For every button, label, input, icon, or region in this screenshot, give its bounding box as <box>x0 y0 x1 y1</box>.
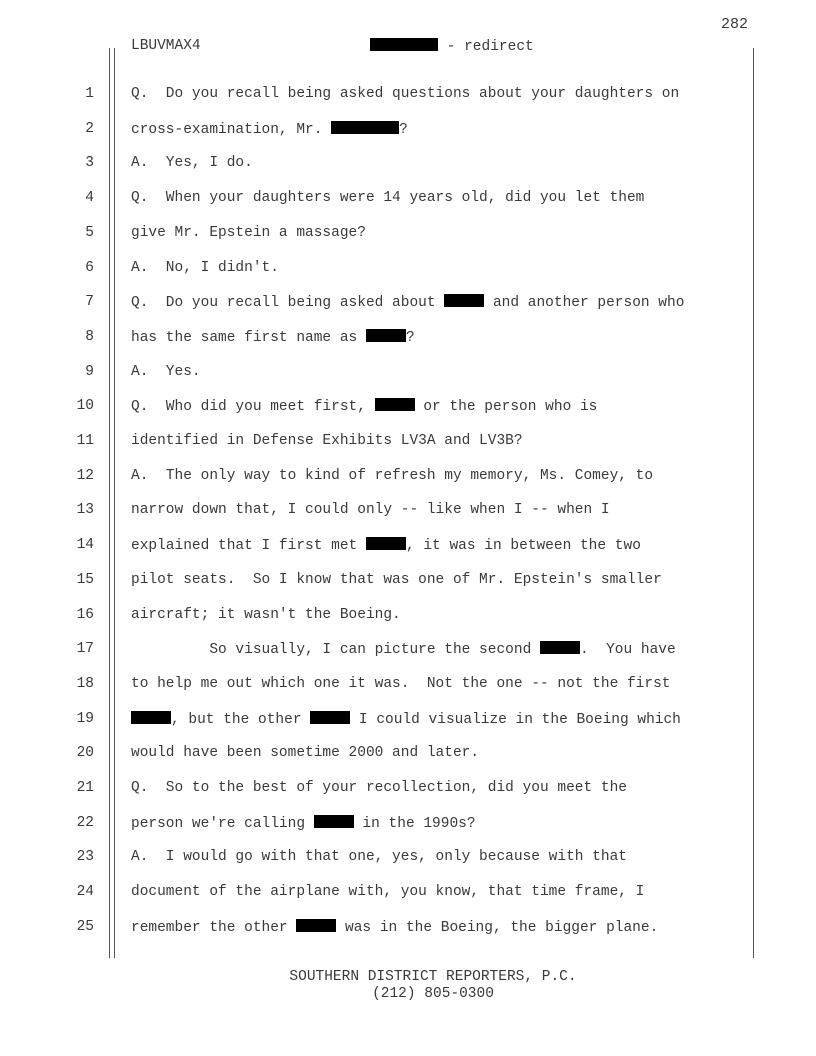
redaction-block <box>366 537 406 550</box>
transcript-line <box>131 190 644 206</box>
line-number: 25 <box>76 918 94 935</box>
line-text-segment: identified in Defense Exhibits LV3A and LV3B? <box>131 433 523 449</box>
line-text-segment: to help me out which one it was. Not the one -- not the first <box>131 675 671 692</box>
transcript-line <box>131 849 627 865</box>
line-number: 10 <box>76 398 94 415</box>
line-text-segment: A. I would go with that one, yes, only because with that <box>131 849 627 866</box>
line-number: 4 <box>85 190 94 207</box>
redaction-block <box>366 329 406 342</box>
redaction-block <box>296 919 336 932</box>
line-text-segment: give Mr. Epstein a massage? <box>131 224 366 241</box>
line-text-segment: remember the other <box>131 919 297 936</box>
line-text-segment: has the same first name as <box>131 329 366 346</box>
transcript-line <box>131 572 662 588</box>
redaction-block <box>310 711 350 724</box>
line-text-segment: Q. When your daughters were 14 years old, did you let them <box>131 190 645 207</box>
line-text-segment: or the person who is <box>414 399 598 416</box>
line-text-segment: Q. Do you recall being asked questions about your daughters on <box>131 86 680 102</box>
line-number: 20 <box>76 745 94 762</box>
line-number: 7 <box>85 294 94 311</box>
line-text-segment: A. Yes, I do. <box>131 155 253 172</box>
line-number: 8 <box>85 328 94 345</box>
line-number: 11 <box>76 433 94 449</box>
line-number: 2 <box>85 120 94 137</box>
line-text-segment: ? <box>405 329 415 346</box>
transcript-line <box>131 780 627 796</box>
line-text-segment: A. No, I didn't. <box>131 259 279 276</box>
line-text-segment: person we're calling <box>131 815 314 832</box>
line-number: 22 <box>76 814 94 831</box>
line-number: 23 <box>76 849 94 866</box>
transcript-line <box>131 607 401 623</box>
line-text-segment: narrow down that, I could only -- like when I -- when I <box>131 502 610 519</box>
line-text-segment: So visually, I can picture the second <box>131 642 540 659</box>
transcript-line <box>131 919 658 936</box>
line-text-segment: ? <box>399 121 408 138</box>
transcript-line <box>131 329 415 346</box>
redaction-block <box>314 815 354 828</box>
line-text-segment: , it was in between the two <box>405 538 641 555</box>
line-text-segment: explained that I first met <box>131 538 366 555</box>
line-number: 16 <box>76 606 94 623</box>
transcript-line <box>131 398 597 415</box>
line-text-segment: aircraft; it wasn't the Boeing. <box>131 606 401 623</box>
transcript-line <box>131 155 253 171</box>
line-text-segment: pilot seats. So I know that was one of Mr. Epstein's smaller <box>131 571 662 588</box>
redaction-block <box>444 294 484 307</box>
transcript-line <box>131 502 610 518</box>
line-number: 1 <box>85 86 94 102</box>
line-number: 9 <box>85 363 94 380</box>
header-code: LBUVMAX4 <box>131 38 201 54</box>
line-text-segment: would have been sometime 2000 and later. <box>131 745 480 762</box>
line-text-segment: Q. Who did you meet first, <box>131 399 375 416</box>
line-text-segment: in the 1990s? <box>353 815 476 832</box>
line-number: 5 <box>85 224 94 241</box>
transcript-line <box>131 641 676 658</box>
transcript-line <box>131 537 641 554</box>
line-text-segment: . You have <box>579 642 676 659</box>
left-margin-rule-inner <box>114 48 115 958</box>
line-text-segment: and another person who <box>484 295 685 312</box>
line-number: 21 <box>76 780 94 796</box>
line-number: 17 <box>76 641 94 658</box>
transcript-line <box>131 364 201 380</box>
line-number: 18 <box>76 675 94 692</box>
header-suffix: - redirect <box>438 39 534 55</box>
line-text-segment: I could visualize in the Boeing which <box>350 711 681 728</box>
header-title <box>370 38 534 55</box>
redaction-block <box>131 711 171 724</box>
page-number: 282 <box>720 16 748 33</box>
line-text-segment: A. The only way to kind of refresh my memory, Ms. Comey, to <box>131 467 654 484</box>
line-number: 15 <box>76 571 94 588</box>
line-text-segment: A. Yes. <box>131 363 201 380</box>
left-margin-rule <box>109 48 110 958</box>
transcript-line <box>131 121 408 138</box>
transcript-line <box>131 711 681 728</box>
transcript-line <box>131 815 476 832</box>
footer-phone: (212) 805-0300 <box>372 986 494 1002</box>
right-margin-rule <box>753 48 754 958</box>
transcript-line <box>131 884 644 900</box>
redaction-block <box>375 398 415 411</box>
transcript-line <box>131 468 653 484</box>
redaction-block <box>540 641 580 654</box>
transcript-line <box>131 225 366 241</box>
line-text-segment: was in the Boeing, the bigger plane. <box>336 919 659 936</box>
line-text-segment: Q. Do you recall being asked about <box>131 295 445 312</box>
redaction-block <box>370 38 438 51</box>
line-text-segment: Q. So to the best of your recollection, did you meet the <box>131 780 627 796</box>
transcript-line <box>131 86 679 102</box>
transcript-line <box>131 745 479 761</box>
transcript-line <box>131 433 523 449</box>
line-number: 13 <box>76 502 94 519</box>
line-number: 14 <box>76 537 94 554</box>
line-text-segment: document of the airplane with, you know, that time frame, I <box>131 884 645 901</box>
line-number: 3 <box>85 155 94 172</box>
line-number: 6 <box>85 259 94 276</box>
line-number: 12 <box>76 467 94 484</box>
line-text-segment: cross-examination, Mr. <box>131 121 332 138</box>
redaction-block <box>331 121 399 134</box>
line-number: 24 <box>76 884 94 901</box>
transcript-line <box>131 294 684 311</box>
transcript-line <box>131 676 671 692</box>
line-number: 19 <box>76 710 94 727</box>
transcript-line <box>131 260 279 276</box>
footer-reporter: SOUTHERN DISTRICT REPORTERS, P.C. <box>289 969 577 985</box>
line-text-segment: , but the other <box>171 711 311 728</box>
